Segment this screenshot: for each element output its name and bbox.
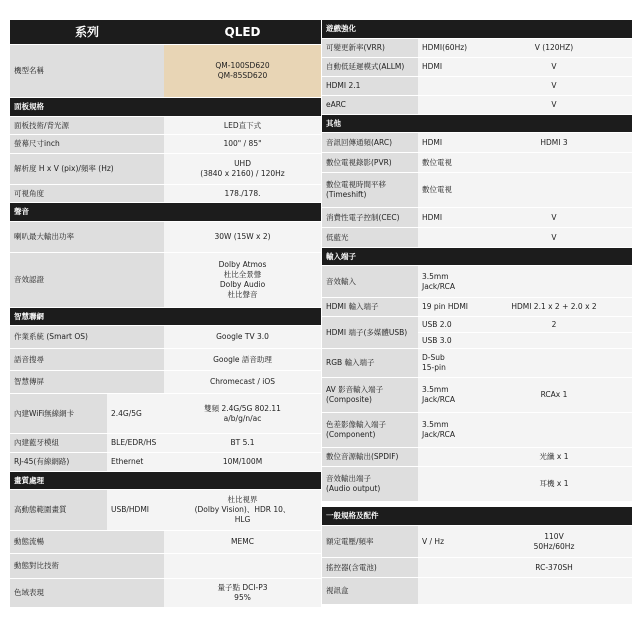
spec-label: 可視角度 [10, 185, 164, 202]
spec-label: 螢幕尺寸inch [10, 135, 164, 153]
spec-label: 智慧傳屏 [10, 371, 164, 393]
spec-sub: USB 3.0 [418, 333, 476, 348]
spec-value: 耳機 x 1 [476, 467, 632, 501]
spec-label: 解析度 H x V (pix)/頻率 (Hz) [10, 154, 164, 184]
spec-value: V [476, 96, 632, 114]
spec-sub: 數位電視 [418, 153, 476, 172]
spec-value: RC-370SH [476, 558, 632, 577]
spec-value: V [476, 228, 632, 247]
spec-sub: HDMI [418, 58, 476, 76]
spec-sub: HDMI [418, 208, 476, 227]
spec-sub: USB/HDMI [107, 490, 164, 530]
spec-value [476, 266, 632, 297]
spec-value: 178./178. [164, 185, 321, 202]
spec-label: 音訊回傳通頻(ARC) [322, 133, 418, 152]
spec-sub [418, 558, 476, 577]
spec-value: UHD (3840 x 2160) / 120Hz [164, 154, 321, 184]
spec-sub: 3.5mm Jack/RCA [418, 413, 476, 447]
spec-sub: BLE/EDR/HS [107, 434, 164, 452]
spec-sub: HDMI [418, 133, 476, 152]
spec-sub: V / Hz [418, 526, 476, 557]
spec-label: 內建WiFi無線網卡 [10, 394, 107, 433]
spec-sub: HDMI(60Hz) [418, 39, 476, 57]
spec-label: HDMI 端子(多媒體USB) [322, 317, 418, 348]
spec-label: 搖控器(含電池) [322, 558, 418, 577]
section-title-gaming: 遊戲強化 [322, 20, 476, 38]
section-title-general: 一般規格及配件 [322, 507, 476, 525]
spec-label: RGB 輸入端子 [322, 349, 418, 377]
spec-value: 30W (15W x 2) [164, 222, 321, 252]
spec-label: 視訊盒 [322, 578, 418, 604]
spec-label: HDMI 輸入端子 [322, 298, 418, 316]
spec-value: 杜比視界 (Dolby Vision)、HDR 10、 HLG [164, 490, 321, 530]
series-label: 系列 [10, 20, 164, 44]
spec-label: 內建藍牙模組 [10, 434, 107, 452]
spec-label: AV 影音輸入端子 (Composite) [322, 378, 418, 412]
spec-label: 可變更新率(VRR) [322, 39, 418, 57]
spec-value: V [476, 77, 632, 95]
spec-label: 面板技術/背光源 [10, 117, 164, 134]
spec-label: 音效認證 [10, 253, 164, 307]
spec-value: LED直下式 [164, 117, 321, 134]
spec-label: 額定電壓/頻率 [322, 526, 418, 557]
spec-value [476, 153, 632, 172]
spec-value: RCAx 1 [476, 378, 632, 412]
spec-value: Google 語音助理 [164, 349, 321, 370]
model-value: QM-100SD620 QM-85SD620 [164, 45, 321, 97]
spec-label: 動態對比技術 [10, 554, 164, 578]
spec-value: Google TV 3.0 [164, 326, 321, 348]
model-label: 機型名稱 [10, 45, 164, 97]
spec-label: 數位電視時間平移 (Timeshift) [322, 173, 418, 207]
spec-sub [418, 448, 476, 466]
section-title-picture: 畫質處理 [10, 472, 164, 489]
spec-sub [418, 467, 476, 501]
spec-value: 10M/100M [164, 453, 321, 471]
spec-label: 色域表現 [10, 579, 164, 607]
spec-value: 100" / 85" [164, 135, 321, 153]
section-title-other: 其他 [322, 115, 476, 132]
spec-value: Chromecast / iOS [164, 371, 321, 393]
spec-value [476, 578, 632, 604]
section-title-panel: 面板規格 [10, 98, 164, 116]
spec-table-left [10, 19, 321, 608]
spec-value: BT 5.1 [164, 434, 321, 452]
spec-sub [418, 96, 476, 114]
spec-label: 動態流暢 [10, 531, 164, 553]
spec-value: 110V 50Hz/60Hz [476, 526, 632, 557]
section-title-inputs: 輸入端子 [322, 248, 476, 265]
spec-value: HDMI 3 [476, 133, 632, 152]
spec-label: 數位音源輸出(SPDIF) [322, 448, 418, 466]
spec-label: 語音搜尋 [10, 349, 164, 370]
spec-sub [418, 77, 476, 95]
spec-sub: 19 pin HDMI [418, 298, 476, 316]
spec-sub: 3.5mm Jack/RCA [418, 378, 476, 412]
series-value: QLED [164, 20, 321, 44]
spec-label: 自動低延遲模式(ALLM) [322, 58, 418, 76]
spec-sub: USB 2.0 [418, 317, 476, 332]
spec-value: 光纖 x 1 [476, 448, 632, 466]
spec-label: 數位電視錄影(PVR) [322, 153, 418, 172]
spec-value: 量子點 DCI-P3 95% [164, 579, 321, 607]
spec-value: HDMI 2.1 x 2 + 2.0 x 2 [476, 298, 632, 316]
spec-value [164, 554, 321, 578]
spec-sub: 2.4G/5G [107, 394, 164, 433]
spec-sub: 數位電視 [418, 173, 476, 207]
spec-value: V [476, 58, 632, 76]
spec-sub: 3.5mm Jack/RCA [418, 266, 476, 297]
spec-value [476, 349, 632, 377]
spec-value: Dolby Atmos 杜比全景聲 Dolby Audio 杜比聲音 [164, 253, 321, 307]
spec-sub: D-Sub 15-pin [418, 349, 476, 377]
spec-value: MEMC [164, 531, 321, 553]
section-title-smart: 智慧聯網 [10, 308, 164, 325]
spec-value: 雙頻 2.4G/5G 802.11 a/b/g/n/ac [164, 394, 321, 433]
spec-label: HDMI 2.1 [322, 77, 418, 95]
spec-value [476, 173, 632, 207]
spec-value: V [476, 208, 632, 227]
spec-sub [418, 228, 476, 247]
spec-label: 音效輸出端子 (Audio output) [322, 467, 418, 501]
spec-label: RJ-45(有線網路) [10, 453, 107, 471]
spec-label: eARC [322, 96, 418, 114]
section-title-audio: 聲音 [10, 203, 164, 221]
spec-label: 低藍光 [322, 228, 418, 247]
spec-label: 作業系統 (Smart OS) [10, 326, 164, 348]
spec-table-right [322, 19, 632, 605]
spec-value: 2 [476, 317, 632, 332]
spec-value [476, 413, 632, 447]
spec-label: 喇叭最大輸出功率 [10, 222, 164, 252]
spec-label: 音效輸入 [322, 266, 418, 297]
spec-sub [418, 578, 476, 604]
spec-label: 消費性電子控制(CEC) [322, 208, 418, 227]
spec-value: V (120HZ) [476, 39, 632, 57]
spec-label: 高動態範圍畫質 [10, 490, 107, 530]
spec-sub: Ethernet [107, 453, 164, 471]
spec-label: 色差影像輸入端子 (Component) [322, 413, 418, 447]
